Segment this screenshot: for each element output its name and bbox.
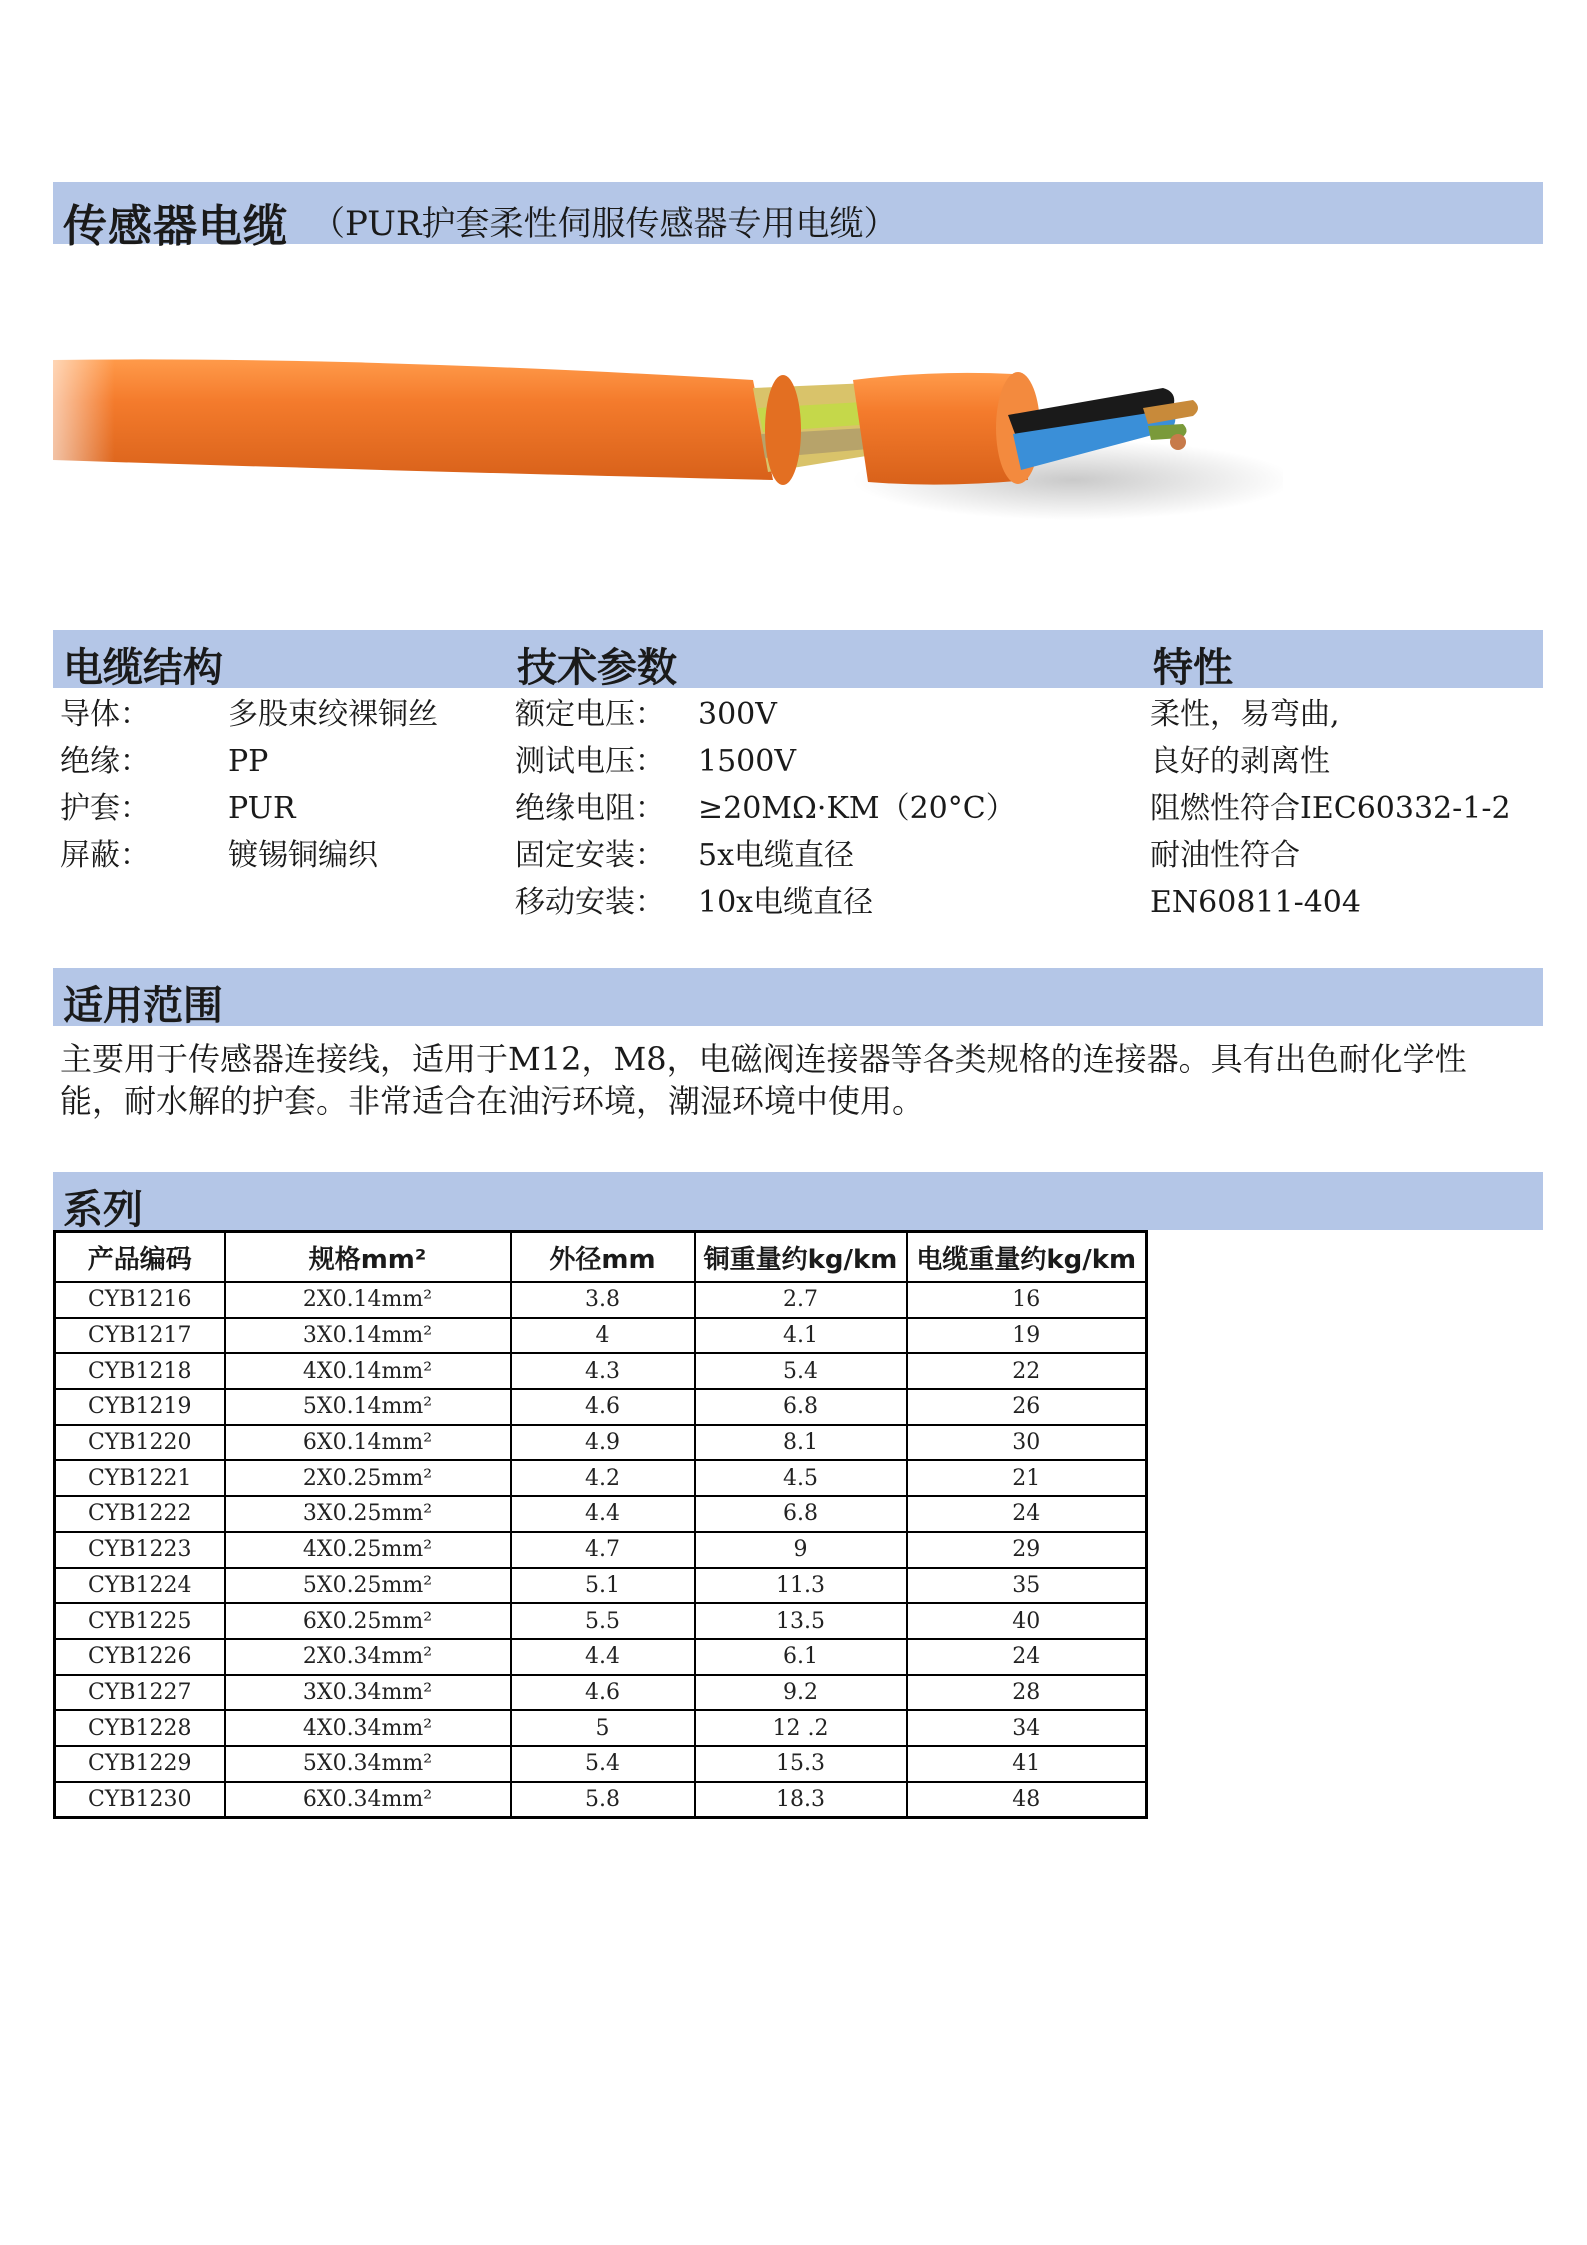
table-cell: 4.9 (511, 1425, 695, 1461)
table-row (55, 1460, 1147, 1496)
column-header: 外径mm (511, 1232, 695, 1283)
table-cell: CYB1225 (55, 1603, 225, 1639)
series-table (53, 1230, 1148, 1819)
structure-label: 屏蔽： (60, 838, 150, 873)
table-cell: 4.5 (695, 1460, 907, 1496)
table-cell: 5X0.25mm² (225, 1568, 511, 1604)
table-cell: 6.8 (695, 1389, 907, 1425)
tech-label: 固定安装： (515, 838, 665, 873)
structure-value: 多股束绞裸铜丝 (228, 697, 438, 732)
table-row (55, 1782, 1147, 1818)
table-cell: 24 (907, 1639, 1147, 1675)
table-header-row (55, 1232, 1147, 1283)
table-row (55, 1603, 1147, 1639)
table-cell: 4 (511, 1318, 695, 1354)
tech-label: 移动安装： (515, 885, 665, 920)
feature-line: 良好的剥离性 (1150, 744, 1330, 779)
table-row (55, 1389, 1147, 1425)
table-cell: 3X0.14mm² (225, 1318, 511, 1354)
table-row (55, 1496, 1147, 1532)
table-cell: 6X0.34mm² (225, 1782, 511, 1818)
table-cell: CYB1219 (55, 1389, 225, 1425)
table-cell: 6.8 (695, 1496, 907, 1532)
table-cell: 11.3 (695, 1568, 907, 1604)
structure-value: PP (228, 744, 269, 779)
table-row (55, 1353, 1147, 1389)
table-cell: 9.2 (695, 1675, 907, 1711)
tech-label: 绝缘电阻： (515, 791, 665, 826)
structure-value: 镀锡铜编织 (228, 838, 378, 873)
table-cell: CYB1224 (55, 1568, 225, 1604)
table-cell: CYB1216 (55, 1282, 225, 1318)
table-cell: 9 (695, 1532, 907, 1568)
table-cell: CYB1221 (55, 1460, 225, 1496)
table-cell: 4.6 (511, 1675, 695, 1711)
table-row (55, 1746, 1147, 1782)
page-subtitle: （PUR护套柔性伺服传感器专用电缆） (311, 204, 898, 244)
table-cell: 2X0.14mm² (225, 1282, 511, 1318)
table-row (55, 1639, 1147, 1675)
tech-heading: 技术参数 (517, 645, 677, 691)
table-cell: 5.1 (511, 1568, 695, 1604)
table-cell: 5.4 (695, 1353, 907, 1389)
tech-value: 1500V (698, 744, 797, 779)
table-cell: CYB1220 (55, 1425, 225, 1461)
table-cell: 5.5 (511, 1603, 695, 1639)
structure-label: 导体： (60, 697, 150, 732)
table-cell: 4.1 (695, 1318, 907, 1354)
table-cell: 13.5 (695, 1603, 907, 1639)
structure-value: PUR (228, 791, 296, 826)
table-cell: 19 (907, 1318, 1147, 1354)
application-band (53, 968, 1543, 1029)
tech-value: 10x电缆直径 (698, 885, 874, 920)
table-cell: 3X0.34mm² (225, 1675, 511, 1711)
page-title: 传感器电缆 (63, 201, 288, 252)
tech-value: 5x电缆直径 (698, 838, 855, 873)
table-cell: 24 (907, 1496, 1147, 1532)
table-row (55, 1568, 1147, 1604)
table-cell: 4.6 (511, 1389, 695, 1425)
table-cell: 4.2 (511, 1460, 695, 1496)
table-cell: 2.7 (695, 1282, 907, 1318)
table-cell: 5 (511, 1710, 695, 1746)
table-cell: 16 (907, 1282, 1147, 1318)
table-cell: 15.3 (695, 1746, 907, 1782)
table-cell: 4X0.14mm² (225, 1353, 511, 1389)
table-cell: CYB1228 (55, 1710, 225, 1746)
spec-header-band (53, 630, 1543, 691)
table-cell: 4X0.34mm² (225, 1710, 511, 1746)
table-cell: 41 (907, 1746, 1147, 1782)
table-cell: 34 (907, 1710, 1147, 1746)
table-cell: 4.3 (511, 1353, 695, 1389)
table-cell: CYB1227 (55, 1675, 225, 1711)
table-cell: CYB1222 (55, 1496, 225, 1532)
series-heading: 系列 (63, 1187, 143, 1233)
table-cell: 2X0.34mm² (225, 1639, 511, 1675)
feature-line: EN60811-404 (1150, 885, 1361, 920)
application-heading: 适用范围 (63, 983, 223, 1029)
table-cell: 18.3 (695, 1782, 907, 1818)
table-cell: 12 .2 (695, 1710, 907, 1746)
table-cell: 4.4 (511, 1639, 695, 1675)
table-cell: 5X0.14mm² (225, 1389, 511, 1425)
table-cell: 6X0.25mm² (225, 1603, 511, 1639)
table-cell: 3X0.25mm² (225, 1496, 511, 1532)
table-cell: 4.7 (511, 1532, 695, 1568)
table-cell: CYB1226 (55, 1639, 225, 1675)
table-cell: CYB1218 (55, 1353, 225, 1389)
column-header: 铜重量约kg/km (695, 1232, 907, 1283)
table-row (55, 1282, 1147, 1318)
table-cell: 26 (907, 1389, 1147, 1425)
features-heading: 特性 (1153, 645, 1233, 691)
tech-label: 测试电压： (515, 744, 665, 779)
table-cell: CYB1217 (55, 1318, 225, 1354)
table-cell: CYB1229 (55, 1746, 225, 1782)
application-text: 主要用于传感器连接线，适用于M12，M8，电磁阀连接器等各类规格的连接器。具有出色耐化学性能，耐水解的护套。非常适合在油污环境，潮湿环境中使用。 (60, 1040, 1467, 1120)
table-cell: 48 (907, 1782, 1147, 1818)
series-band (53, 1172, 1543, 1233)
table-cell: 3.8 (511, 1282, 695, 1318)
column-header: 产品编码 (55, 1232, 225, 1283)
table-cell: 22 (907, 1353, 1147, 1389)
feature-line: 柔性，易弯曲, (1150, 697, 1340, 732)
tech-value: ≥20MΩ·KM（20°C） (698, 791, 1016, 826)
structure-label: 绝缘： (60, 744, 150, 779)
cable-photo (53, 330, 1283, 530)
table-cell: CYB1230 (55, 1782, 225, 1818)
table-cell: 35 (907, 1568, 1147, 1604)
table-cell: 5X0.34mm² (225, 1746, 511, 1782)
column-header: 电缆重量约kg/km (907, 1232, 1147, 1283)
table-row (55, 1425, 1147, 1461)
tech-label: 额定电压： (515, 697, 665, 732)
table-cell: 5.4 (511, 1746, 695, 1782)
column-header: 规格mm² (225, 1232, 511, 1283)
table-cell: 6.1 (695, 1639, 907, 1675)
structure-heading: 电缆结构 (63, 645, 223, 691)
table-cell: 29 (907, 1532, 1147, 1568)
table-cell: 5.8 (511, 1782, 695, 1818)
table-cell: 2X0.25mm² (225, 1460, 511, 1496)
table-row (55, 1710, 1147, 1746)
feature-line: 耐油性符合 (1150, 838, 1300, 873)
table-cell: 28 (907, 1675, 1147, 1711)
table-cell: 30 (907, 1425, 1147, 1461)
title-band (53, 182, 1543, 252)
table-cell: 21 (907, 1460, 1147, 1496)
tech-value: 300V (698, 697, 777, 732)
table-cell: 40 (907, 1603, 1147, 1639)
table-cell: CYB1223 (55, 1532, 225, 1568)
structure-label: 护套： (60, 791, 150, 826)
table-cell: 8.1 (695, 1425, 907, 1461)
table-row (55, 1675, 1147, 1711)
table-cell: 6X0.14mm² (225, 1425, 511, 1461)
feature-line: 阻燃性符合IEC60332-1-2 (1150, 791, 1511, 826)
table-row (55, 1532, 1147, 1568)
table-cell: 4X0.25mm² (225, 1532, 511, 1568)
table-cell: 4.4 (511, 1496, 695, 1532)
table-row (55, 1318, 1147, 1354)
